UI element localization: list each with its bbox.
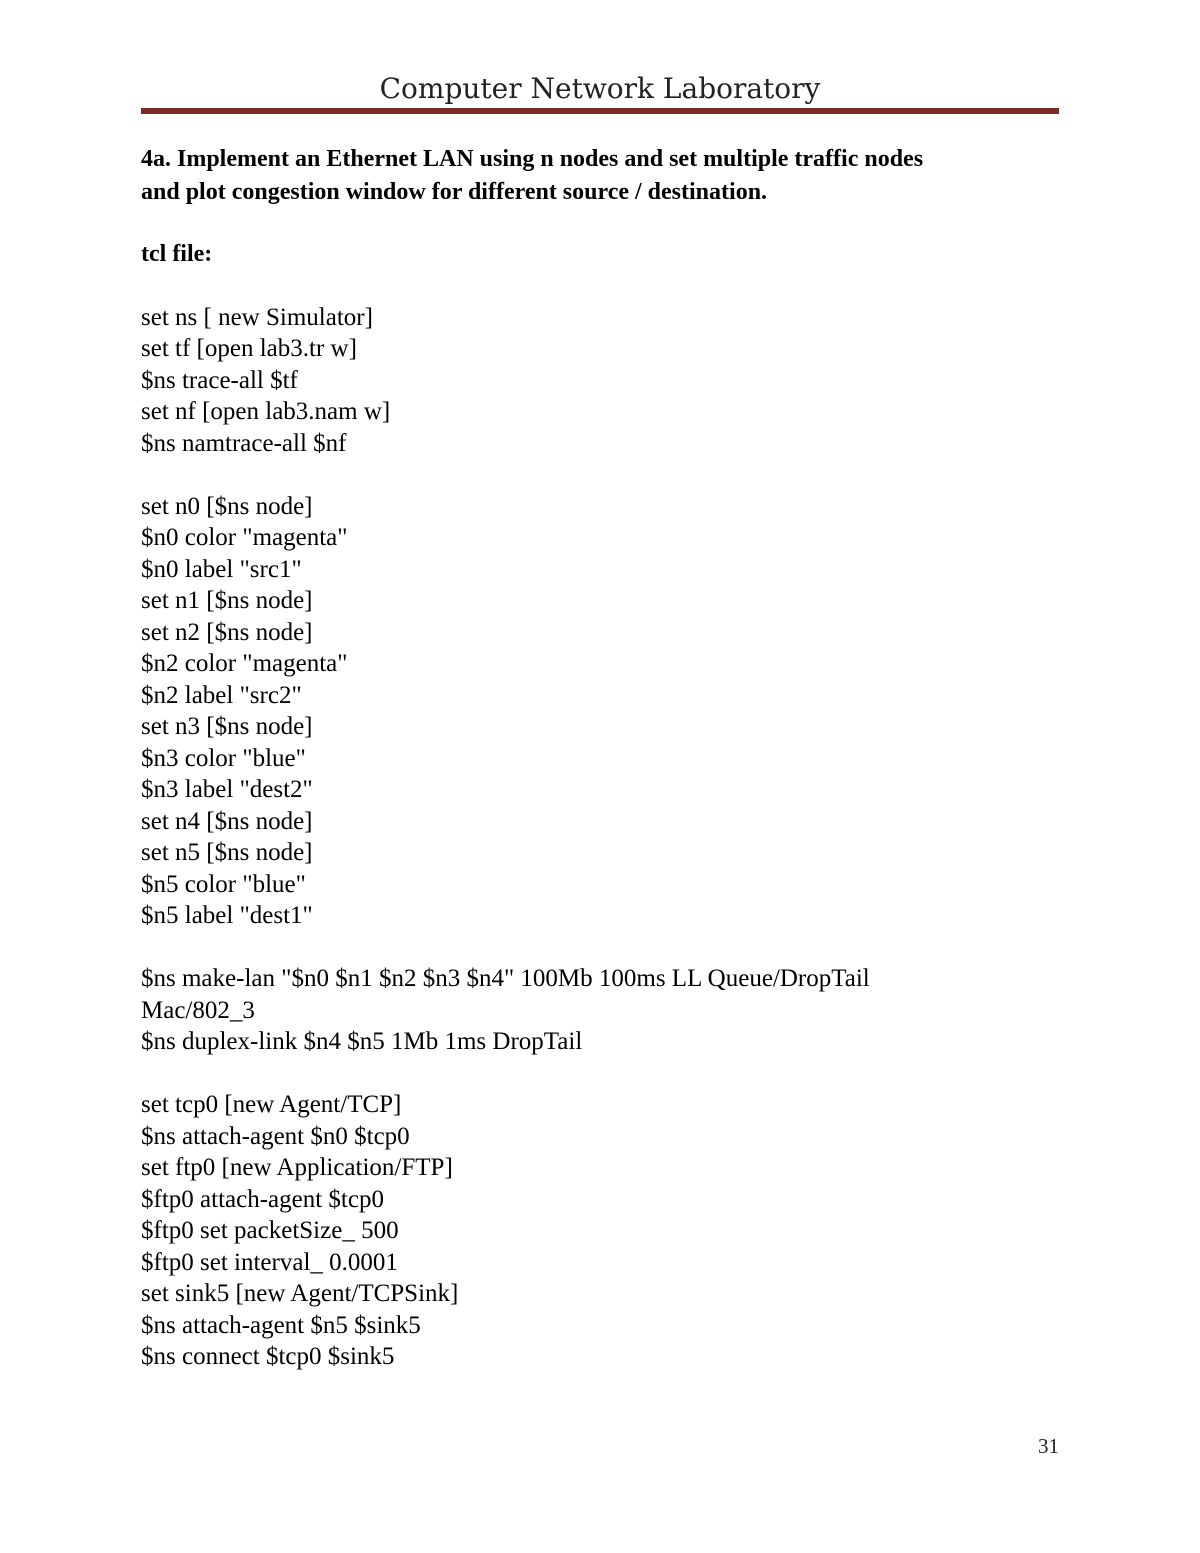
section-heading-line: 4a. Implement an Ethernet LAN using n nodes and set multiple traffic nodes [141,146,924,172]
code-line: $n2 label "src2" [141,681,302,709]
page-content [141,140,1059,1373]
page-header-title: Computer Network Laboratory [379,72,821,105]
code-blank-line [141,1058,1059,1090]
code-line: set n5 [$ns node] [141,839,313,866]
code-line: $ns attach-agent $n0 $tcp0 [141,1122,410,1150]
code-line: $n0 color "magenta" [141,524,348,551]
code-line: $n0 label "src1" [141,555,302,583]
code-line: set n4 [$ns node] [141,807,313,835]
section-heading-line: and plot congestion window for different source / destination. [141,179,768,205]
header-rule [141,108,1059,114]
code-line: set n0 [$ns node] [141,492,313,520]
code-line: $ns make-lan "$n0 $n1 $n2 $n3 $n4" 100Mb 100ms LL Queue/DropTail [141,965,870,992]
code-line: set ftp0 [new Application/FTP] [141,1154,453,1181]
code-line: $n5 label "dest1" [141,902,313,929]
code-line: $ns connect $tcp0 $sink5 [141,1343,395,1370]
page-number: 31 [1038,1434,1059,1458]
code-line: set tf [open lab3.tr w] [141,335,357,362]
code-line: set n3 [$ns node] [141,713,313,740]
code-line: $ns duplex-link $n4 $n5 1Mb 1ms DropTail [141,1028,583,1055]
code-line: set sink5 [new Agent/TCPSink] [141,1280,459,1307]
code-line: $ftp0 set interval_ 0.0001 [141,1248,398,1276]
section-heading [141,140,1059,209]
code-line: $n5 color "blue" [141,870,306,898]
code-line: $ns namtrace-all $nf [141,429,347,457]
code-line: set ns [ new Simulator] [141,303,373,331]
code-blank-line [141,932,1059,964]
code-line: set n2 [$ns node] [141,618,313,646]
code-line: set tcp0 [new Agent/TCP] [141,1091,402,1118]
code-line: $ns trace-all $tf [141,366,298,394]
code-line: $ftp0 attach-agent $tcp0 [141,1185,384,1213]
code-line: Mac/802_3 [141,996,255,1024]
code-line: $ns attach-agent $n5 $sink5 [141,1311,421,1339]
code-blank-line [141,459,1059,491]
code-line: set nf [open lab3.nam w] [141,398,391,425]
code-line: $ftp0 set packetSize_ 500 [141,1217,399,1244]
code-line: $n3 label "dest2" [141,776,313,803]
code-line: $n3 color "blue" [141,744,306,772]
code-line: $n2 color "magenta" [141,650,348,677]
code-block [141,302,1059,1373]
file-label: tcl file: [141,241,213,267]
code-line: set n1 [$ns node] [141,587,313,614]
